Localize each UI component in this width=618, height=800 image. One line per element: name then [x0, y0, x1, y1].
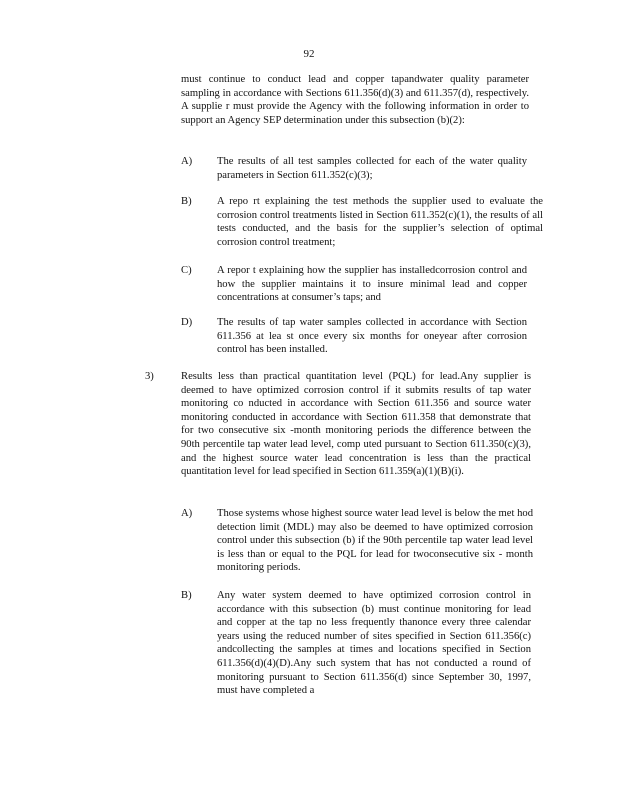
item-a-label: A): [181, 156, 193, 167]
item-d-label: D): [181, 317, 193, 328]
item-b-text: A repo rt explaining the test methods the supplier used to evaluate the corrosion control treatments listed in Section 611.352(c)(1), the results of all tests conducted, and the basis for the supplier’s selection of optimal corrosion control treatment;: [217, 196, 543, 248]
item-d-text: The results of tap water samples collected in accordance with Section 611.356 at lea st once every six months for oneyear after corrosion control has been installed.: [217, 317, 527, 356]
item-c-text: A repor t explaining how the supplier has installedcorrosion control and how the supplier maintains it to insure minimal lead and copper concentrations at consumer’s taps; and: [217, 265, 527, 304]
page-number: 92: [303, 48, 315, 60]
intro-paragraph: must continue to conduct lead and copper tapandwater quality parameter sampling in accordance with Sections 611.356(d)(3) and 611.357(d), respectively. A supplie r must provide the Agency with the following information in order to support an Agency SEP determination under this subsection (b)(2):: [181, 74, 529, 126]
sub-item-a-text: Those systems whose highest source water lead level is below the met hod detection limit (MDL) may also be deemed to have optimized corrosion control under this subsection (b) if the 90th percentile tap water lead level is less than or equal to the PQL for lead for twoconsecutive six - month monitoring periods.: [217, 508, 533, 574]
sub-item-b-text: Any water system deemed to have optimized corrosion control in accordance with this subsection (b) must continue monitoring for lead and copper at the tap no less frequently thanonce every three calendar years using the reduced number of sites specified in Section 611.356(c) andcollecting the samples at times and locations specified in Section 611.356(d)(4)(D).Any such system that has not conducted a round of monitoring pursuant to Section 611.356(d) since September 30, 1997, must have completed a: [217, 590, 531, 697]
item-3-label: 3): [145, 371, 154, 382]
sub-item-b-label: B): [181, 590, 192, 601]
item-3-text: Results less than practical quantitation level (PQL) for lead.Any supplier is deemed to have optimized corrosion control if it submits results of tap water monitoring co nducted in accordance with Section 611.356 and source water monitoring conducted in accordance with Section 611.358 that demonstrate that for two consecutive six -month monitoring periods the difference between the 90th percentile tap water lead level, comp uted pursuant to Section 611.350(c)(3), and the highest source water lead concentration is less than the practical quantitation level for lead specified in Section 611.359(a)(1)(B)(i).: [181, 371, 531, 478]
item-a-text: The results of all test samples collected for each of the water quality parameters in Section 611.352(c)(3);: [217, 156, 527, 181]
item-b-label: B): [181, 196, 192, 207]
sub-item-a-label: A): [181, 508, 193, 519]
item-c-label: C): [181, 265, 192, 276]
